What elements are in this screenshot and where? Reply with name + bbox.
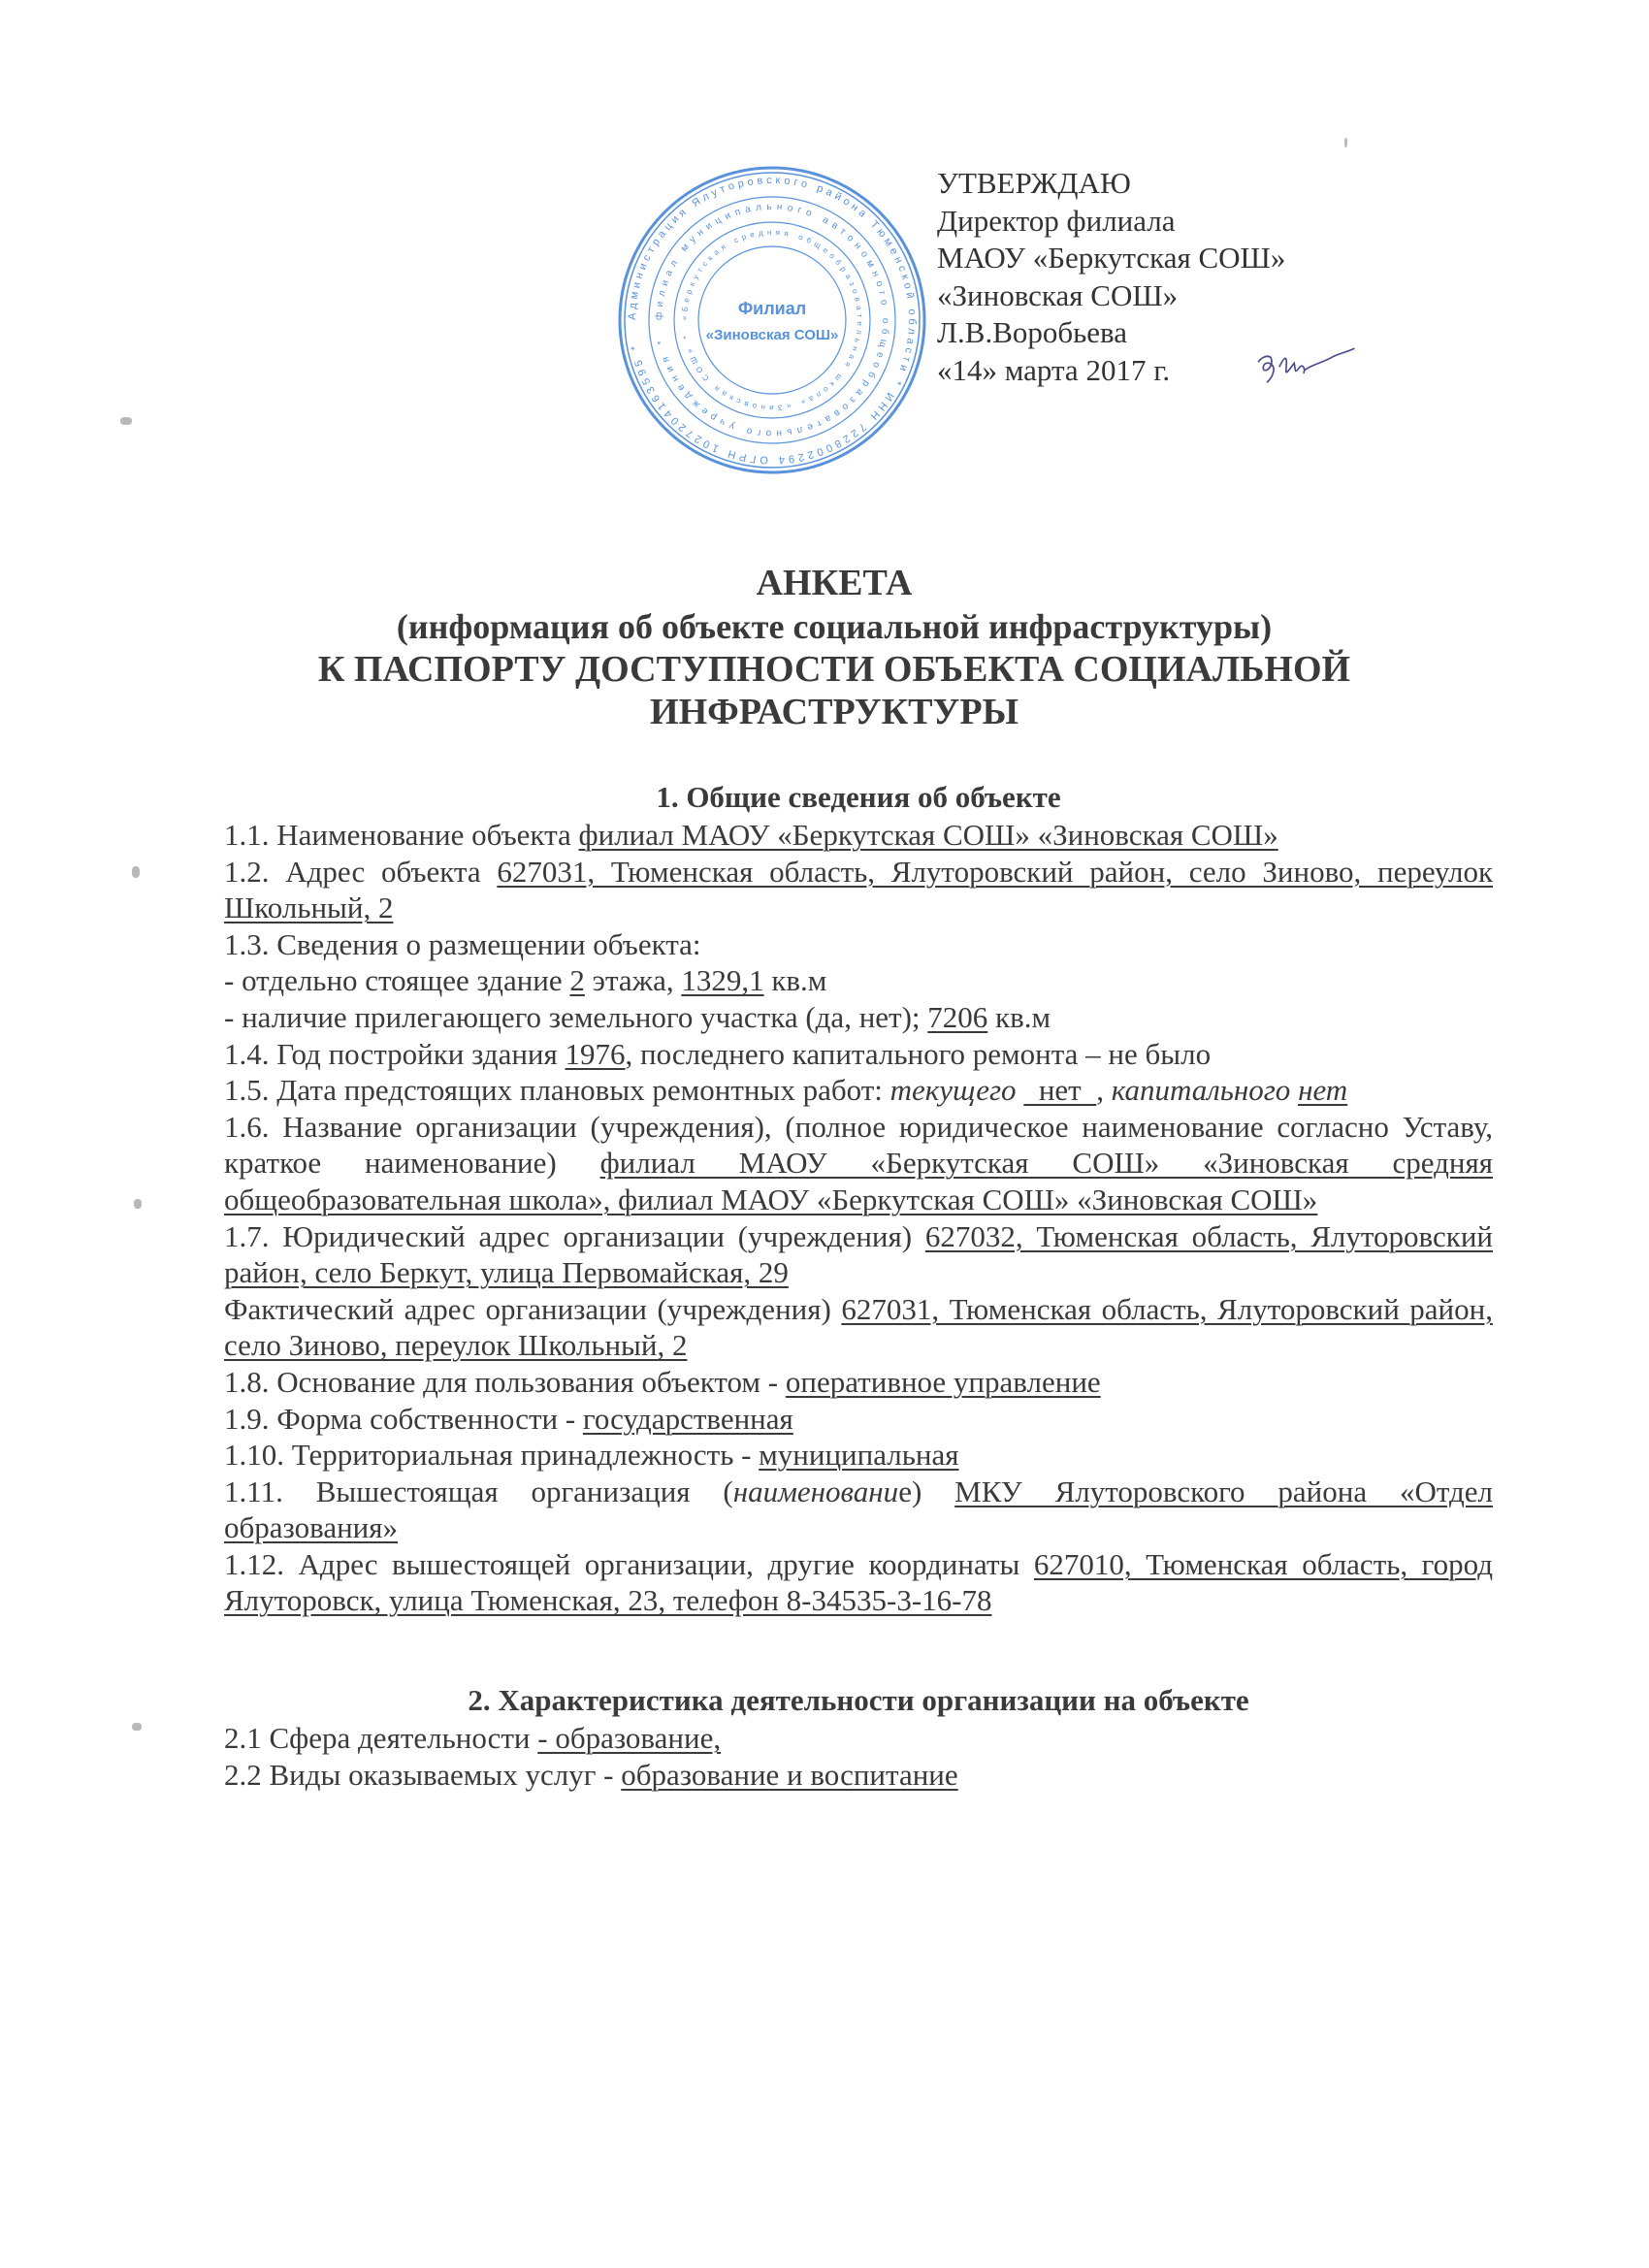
item-2-2-label: 2.2 Виды оказываемых услуг - <box>224 1757 622 1792</box>
item-1-2-value: 627031, Тюменская область, Ялуторовский район, село Зиново, переулок Школьный, 2 <box>224 854 1494 925</box>
item-1-6 <box>224 1109 1493 1218</box>
capital-repair-label: капитального <box>1111 1073 1299 1108</box>
item-1-9-label: 1.9. Форма собственности - <box>224 1401 583 1436</box>
item-1-9-value: государственная <box>582 1401 793 1436</box>
item-1-9 <box>224 1401 1493 1438</box>
scan-speck <box>120 417 132 425</box>
item-1-2-label: 1.2. Адрес объекта <box>224 854 498 889</box>
item-1-6-value: филиал МАОУ «Беркутская СОШ» «Зиновская средняя общеобразовательная школа», филиал МАОУ «Беркутская СОШ» «Зиновская СОШ» <box>224 1146 1493 1216</box>
item-1-12-label: 1.12. Адрес вышестоящей организации, другие координаты <box>224 1546 1034 1581</box>
area-value: 1329,1 <box>681 963 764 998</box>
item-1-11-label-b: е) <box>898 1474 955 1508</box>
item-1-1-label: 1.1. Наименование объекта <box>224 818 579 852</box>
approval-branch: «Зиновская СОШ» <box>937 277 1179 312</box>
item-1-5: 1.5. Дата предстоящих плановых ремонтных работ: текущего нет , капитального нет <box>224 1073 1348 1108</box>
current-repair-value: нет <box>1023 1073 1097 1108</box>
stamp-middle-text: филиал муниципального автономного общеобразовательного учреждения * <box>653 201 891 439</box>
item-1-7 <box>224 1218 1493 1291</box>
item-1-7-label: 1.7. Юридический адрес организации (учреждения) <box>224 1218 925 1253</box>
floors-value: 2 <box>569 963 585 998</box>
item-1-11 <box>224 1474 1493 1546</box>
item-1-8-value: оперативное управление <box>785 1364 1101 1399</box>
item-2-1-value: - образование, <box>537 1721 722 1756</box>
actual-address-label: Фактический адрес организации (учреждения) <box>224 1291 842 1326</box>
legal-address-value: 627032, Тюменская область, Ялуторовский район, село Беркут, улица Первомайская, 29 <box>224 1218 1493 1290</box>
stamp-center-line2: «Зиновская СОШ» <box>705 327 839 343</box>
item-2-1 <box>224 1720 1493 1757</box>
item-1-11-value: МКУ Ялуторовского района «Отдел образования» <box>224 1474 1493 1545</box>
stamp-ring-outer <box>620 168 924 472</box>
item-1-8-label: 1.8. Основание для пользования объектом - <box>224 1364 786 1399</box>
svg-text:Администрация Ялуторовского ра <box>627 175 918 466</box>
construction-year: 1976 <box>565 1036 626 1071</box>
document-body <box>224 778 1493 1793</box>
stamp-ring-center <box>698 246 846 394</box>
land-prefix: - наличие прилегающего земельного участка (да, нет); <box>224 999 928 1034</box>
approval-date: «14» марта 2017 г. <box>937 352 1171 387</box>
approval-position: Директор филиала <box>937 203 1176 238</box>
floors-suffix: этажа, <box>584 963 682 998</box>
section-2-heading: 2. Характеристика деятельности организации на объекте <box>468 1683 1249 1718</box>
item-1-3-building <box>224 962 1493 999</box>
document-title <box>155 561 1513 733</box>
title-line-1: АНКЕТА <box>756 563 913 603</box>
item-1-10-label: 1.10. Территориальная принадлежность - <box>224 1438 760 1473</box>
scan-speck <box>134 1199 142 1209</box>
stamp-ring-inner <box>674 222 870 418</box>
item-1-11-label-italic: наименовани <box>732 1474 899 1508</box>
item-2-2-value: образование и воспитание <box>621 1757 958 1792</box>
scan-speck <box>132 866 140 878</box>
approval-signatory: Л.В.Воробьева <box>937 315 1128 349</box>
item-2-1-label: 2.1 Сфера деятельности <box>224 1721 538 1756</box>
title-line-3: К ПАСПОРТУ ДОСТУПНОСТИ ОБЪЕКТА СОЦИАЛЬНОЙ <box>317 649 1351 690</box>
stamp-inner-text: «Беркутская средняя общеобразовательная школа» «Зиновская СОШ» * <box>679 227 865 413</box>
official-stamp <box>617 165 927 475</box>
item-1-2 <box>224 854 1493 926</box>
land-unit: кв.м <box>987 999 1051 1034</box>
item-1-10 <box>224 1437 1493 1474</box>
scan-speck <box>1344 138 1347 147</box>
current-repair-label: текущего <box>889 1073 1017 1108</box>
item-1-3-land <box>224 999 1493 1036</box>
title-line-4: ИНФРАСТРУКТУРЫ <box>650 692 1018 732</box>
approval-block <box>937 165 1285 389</box>
svg-text:«Беркутская средняя общеобразо <box>680 228 864 412</box>
item-1-1-value: филиал МАОУ «Беркутская СОШ» «Зиновская СОШ» <box>578 818 1278 852</box>
approval-org: МАОУ «Беркутская СОШ» <box>937 241 1286 275</box>
actual-address-value: 627031, Тюменская область, Ялуторовский район, село Зиново, переулок Школьный, 2 <box>224 1291 1493 1363</box>
item-1-7-actual <box>224 1291 1493 1364</box>
stamp-outer-text: Администрация Ялуторовского района Тюменской области * ИНН 7228002294 ОГРН 1027204163595 * <box>626 174 919 467</box>
stamp-ring-outer-inner <box>625 173 920 468</box>
item-1-4-label: 1.4. Год постройки здания <box>224 1036 566 1071</box>
item-1-8 <box>224 1364 1493 1401</box>
building-prefix: - отдельно стоящее здание <box>224 963 570 998</box>
item-1-5-label: 1.5. Дата предстоящих плановых ремонтных работ: <box>224 1073 890 1108</box>
land-area-value: 7206 <box>927 999 988 1034</box>
item-1-4-rest: , последнего капитального ремонта – не было <box>625 1036 1212 1071</box>
item-1-1 <box>224 817 1493 854</box>
scan-speck <box>132 1723 142 1731</box>
item-1-6-label: 1.6. Название организации (учреждения), (полное юридическое наименование согласно Уставу, краткое наименование) <box>224 1109 1493 1181</box>
stamp-center-line1: Филиал <box>737 299 807 318</box>
approval-heading: УТВЕРЖДАЮ <box>937 166 1131 200</box>
section-1-heading: 1. Общие сведения об объекте <box>656 780 1061 814</box>
item-1-12-value: 627010, Тюменская область, город Ялуторовск, улица Тюменская, 23, телефон 8-34535-3-16-78 <box>224 1546 1493 1618</box>
capital-repair-value: нет <box>1298 1073 1348 1108</box>
item-1-12 <box>224 1546 1493 1619</box>
item-2-2 <box>224 1757 1493 1794</box>
item-1-4 <box>224 1036 1493 1073</box>
title-line-2: (информация об объекте социальной инфраструктуры) <box>396 607 1273 646</box>
area-unit: кв.м <box>763 963 827 998</box>
handwritten-signature <box>1251 345 1358 394</box>
item-1-10-value: муниципальная <box>759 1438 959 1473</box>
item-1-3-label: 1.3. Сведения о размещении объекта: <box>224 926 701 961</box>
item-1-11-label-a: 1.11. Вышестоящая организация ( <box>224 1474 733 1508</box>
